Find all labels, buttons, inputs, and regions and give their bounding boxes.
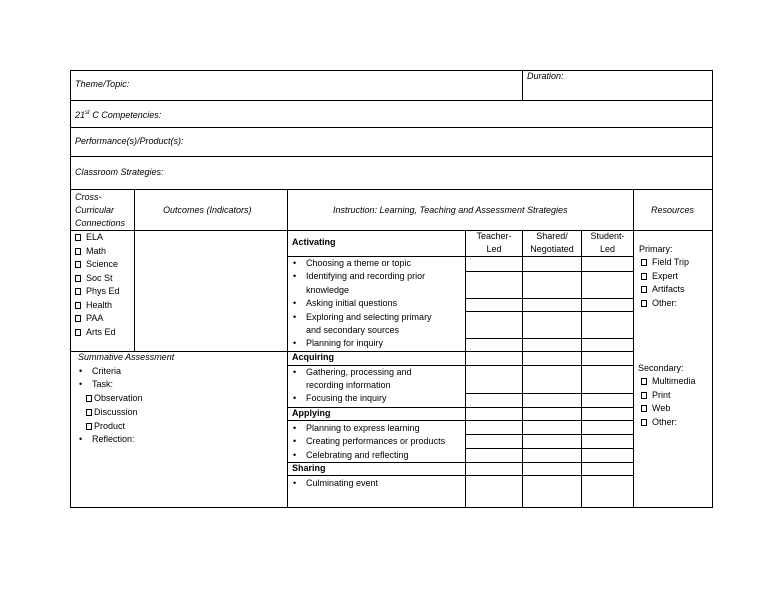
activating-item: • Identifying and recording prior <box>306 270 425 284</box>
cell-divider <box>465 434 633 435</box>
cell-divider <box>465 298 633 299</box>
activating-item: • Planning for inquiry <box>306 337 383 351</box>
checkbox-icon[interactable] <box>86 395 92 402</box>
subject-soc-st[interactable]: Soc St <box>75 272 120 286</box>
task-product[interactable]: Product <box>86 419 143 433</box>
checkbox-icon[interactable] <box>75 234 81 241</box>
acquiring-title: Acquiring <box>292 352 334 362</box>
activating-item: • Exploring and selecting primary <box>306 311 432 325</box>
summative-assessment-title: Summative Assessment <box>78 352 175 362</box>
col-divider <box>134 189 135 351</box>
theme-topic-label: Theme/Topic: <box>75 79 130 89</box>
row-divider <box>287 407 633 408</box>
performance-label: Performance(s)/Product(s): <box>75 136 184 146</box>
resource-field-trip[interactable]: Field Trip <box>641 256 689 270</box>
checkbox-icon[interactable] <box>75 261 81 268</box>
primary-resources-label: Primary: <box>639 244 673 254</box>
activating-item: • Asking initial questions <box>306 297 397 311</box>
checkbox-icon[interactable] <box>641 392 647 399</box>
checkbox-icon[interactable] <box>641 286 647 293</box>
acquiring-item: • Gathering, processing and <box>306 366 412 380</box>
competencies-label: 21st C Competencies: <box>75 110 162 120</box>
row-divider <box>70 189 713 190</box>
duration-divider <box>522 70 523 101</box>
subject-phys-ed[interactable]: Phys Ed <box>75 285 120 299</box>
shared-negotiated-header: Shared/ Negotiated <box>530 231 574 254</box>
resource-expert[interactable]: Expert <box>641 270 689 284</box>
instruction-header: Instruction: Learning, Teaching and Assessment Strategies <box>333 205 568 215</box>
applying-item: • Creating performances or products <box>306 435 445 449</box>
resource-artifacts[interactable]: Artifacts <box>641 283 689 297</box>
applying-item: • Celebrating and reflecting <box>306 449 409 463</box>
row-divider <box>70 156 713 157</box>
cell-divider <box>465 311 633 312</box>
row-divider <box>70 100 713 101</box>
applying-title: Applying <box>292 408 331 418</box>
task-discussion[interactable]: Discussion <box>86 405 143 419</box>
row-divider <box>70 127 713 128</box>
checkbox-icon[interactable] <box>75 248 81 255</box>
checkbox-icon[interactable] <box>75 302 81 309</box>
resource-primary-other[interactable]: Other: <box>641 297 689 311</box>
acquiring-item-cont: recording information <box>306 380 391 390</box>
resource-print[interactable]: Print <box>641 389 696 403</box>
cell-divider <box>465 271 633 272</box>
checkbox-icon[interactable] <box>641 419 647 426</box>
duration-label: Duration: <box>527 71 564 81</box>
checkbox-icon[interactable] <box>641 300 647 307</box>
applying-item: • Planning to express learning <box>306 422 420 436</box>
summative-task: • Task: <box>92 378 113 392</box>
checkbox-icon[interactable] <box>86 423 92 430</box>
checkbox-icon[interactable] <box>75 329 81 336</box>
cross-curricular-header: Cross- Curricular Connections <box>75 192 126 228</box>
row-divider <box>287 351 633 352</box>
cell-divider <box>465 448 633 449</box>
checkbox-icon[interactable] <box>641 378 647 385</box>
col-divider <box>287 189 288 508</box>
checkbox-icon[interactable] <box>75 275 81 282</box>
subject-arts-ed[interactable]: Arts Ed <box>75 326 120 340</box>
secondary-resources-label: Secondary: <box>638 363 684 373</box>
activating-item-cont: and secondary sources <box>306 325 400 335</box>
resource-secondary-other[interactable]: Other: <box>641 416 696 430</box>
col-divider <box>633 189 634 508</box>
secondary-resources-list <box>641 375 696 429</box>
task-observation[interactable]: Observation <box>86 391 143 405</box>
primary-resources-list <box>641 256 689 310</box>
checkbox-icon[interactable] <box>75 288 81 295</box>
subject-health[interactable]: Health <box>75 299 120 313</box>
sharing-title: Sharing <box>292 463 326 473</box>
subject-paa[interactable]: PAA <box>75 312 120 326</box>
checkbox-icon[interactable] <box>641 259 647 266</box>
subject-math[interactable]: Math <box>75 245 120 259</box>
row-divider <box>287 475 633 476</box>
checkbox-icon[interactable] <box>75 315 81 322</box>
checkbox-icon[interactable] <box>641 405 647 412</box>
acquiring-item: • Focusing the inquiry <box>306 392 387 406</box>
checkbox-icon[interactable] <box>86 409 92 416</box>
activating-title: Activating <box>292 237 336 247</box>
outcomes-header: Outcomes (Indicators) <box>163 205 252 215</box>
teacher-led-header: Teacher- Led <box>476 231 512 254</box>
checkbox-icon[interactable] <box>641 273 647 280</box>
activating-item: • Choosing a theme or topic <box>306 257 411 271</box>
classroom-strategies-label: Classroom Strategies: <box>75 167 164 177</box>
resources-header: Resources <box>651 205 695 215</box>
resource-multimedia[interactable]: Multimedia <box>641 375 696 389</box>
subject-list <box>75 231 120 339</box>
resource-web[interactable]: Web <box>641 402 696 416</box>
cell-divider <box>465 338 633 339</box>
activating-item-cont: knowledge <box>306 285 350 295</box>
cell-divider <box>465 393 633 394</box>
subject-science[interactable]: Science <box>75 258 120 272</box>
task-options <box>86 391 143 433</box>
row-divider <box>287 420 633 421</box>
student-led-header: Student- Led <box>590 231 625 254</box>
sharing-item: • Culminating event <box>306 477 378 491</box>
summative-reflection: • Reflection: <box>92 433 135 447</box>
summative-criteria: • Criteria <box>92 365 121 379</box>
subject-ela[interactable]: ELA <box>75 231 120 245</box>
